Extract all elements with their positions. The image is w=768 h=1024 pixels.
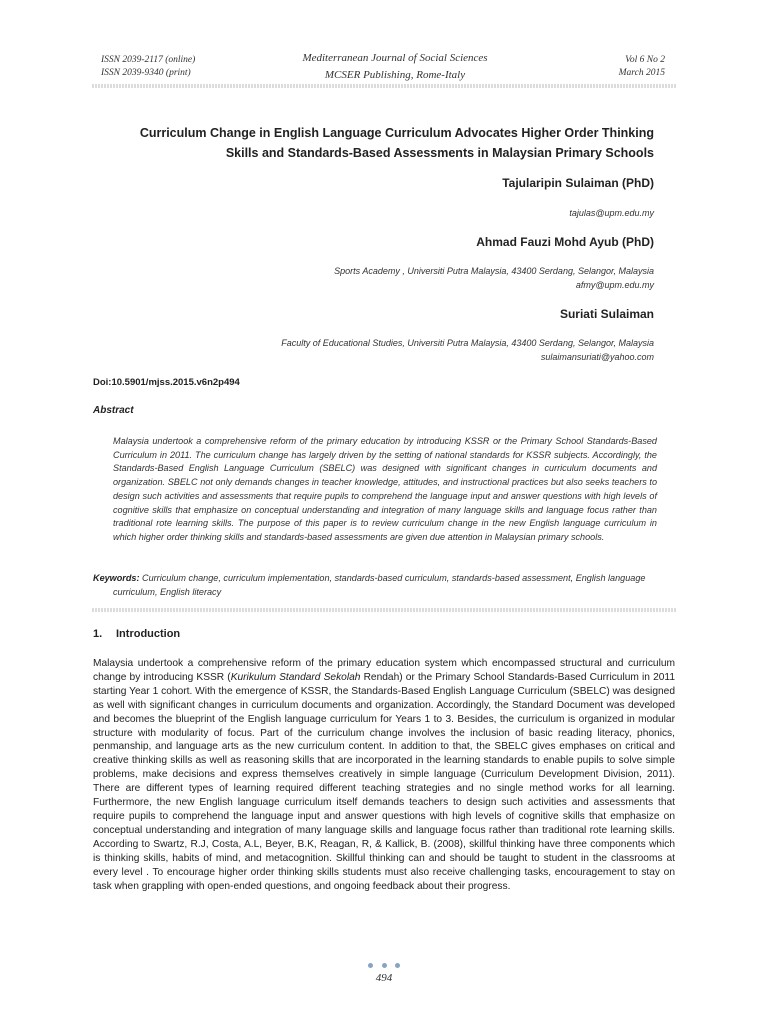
footer-dot (368, 963, 373, 968)
author-email-1: tajulas@upm.edu.my (569, 208, 654, 218)
keywords-label: Keywords: (93, 573, 140, 583)
author-name-1: Tajularipin Sulaiman (PhD) (502, 176, 654, 190)
abstract-text: Malaysia undertook a comprehensive reform of the primary education by introducing KSSR or the Primary School Standards-Based Curriculum in 2011. The curriculum change has largely driven by the setting of national standards for KSSR subjects. Accordingly, the Standards-Based English Language Curriculum (SBELC) was designed with significant changes in curriculum documents and organization. SBELC not only demands changes in teacher knowledge, attitudes, and instructional practices but also seeks teachers to design such activities and assessments that require pupils to comprehend the language input and answer questions with high levels of cognitive skills that emphasize on conceptual understanding and integration of many language skills and language focus rather than traditional rote learning skills. The purpose of this paper is to review curriculum change in the new English language curriculum in which higher order thinking skills and standards-based assessments are given due attention in Malaysian primary schools. (113, 436, 657, 542)
paper-title-line-2: Skills and Standards-Based Assessments in Malaysian Primary Schools (225, 146, 654, 160)
section-number: 1. (93, 628, 103, 640)
section-heading (93, 628, 180, 640)
section-divider (92, 608, 677, 612)
issn-print: ISSN 2039-9340 (print) (101, 68, 191, 78)
author-affiliation-text-2: Sports Academy , Universiti Putra Malaysia, 43400 Serdang, Selangor, Malaysia (334, 266, 654, 276)
issue-block (619, 54, 665, 80)
publisher-name: MCSER Publishing, Rome-Italy (324, 69, 466, 81)
keywords-block (93, 571, 677, 599)
author-affiliation-3 (281, 336, 654, 364)
paper-title (94, 123, 654, 163)
issn-online: ISSN 2039-2117 (online) (101, 55, 196, 65)
journal-name: Mediterranean Journal of Social Sciences (302, 52, 488, 64)
intro-text-italic: Kurikulum Standard Sekolah (230, 671, 361, 683)
paper-title-line-1: Curriculum Change in English Language Curriculum Advocates Higher Order Thinking (139, 126, 654, 140)
header-divider (92, 84, 677, 88)
author-email-3: sulaimansuriati@yahoo.com (540, 352, 654, 362)
volume-label: Vol 6 No 2 (625, 55, 665, 65)
author-name-2: Ahmad Fauzi Mohd Ayub (PhD) (476, 235, 654, 249)
issue-date: March 2015 (618, 68, 665, 78)
footer-dots-ornament (368, 963, 400, 968)
intro-text-part-2: Rendah) or the Primary School Standards-Based Curriculum in 2011 starting Year 1 cohort. With the emergence of KSSR, the Standards-Based English Language Curriculum (SBELC) was designed as well with significant changes in curriculum documents and organization. Accordingly, the Standard Document was developed and becomes the blueprint of the English language curriculum for Years 1 to 3. Besides, the curriculum is organized in modular structure with modularity of focus. Part of the curriculum change involves the inclusion of basic reading literacy, phonics, penmanship, and language arts as the new curriculum content. In addition to that, the SBELC gives emphases on critical and creative thinking skills as well as reasoning skills that are incorporated in the learning standards to enable pupils to solve simple problems, make decisions and express themselves creatively in simple language (Curriculum Development Division, 2011). There are different types of learning required different teaching strategies and no single method works for all learning. Furthermore, the new English language curriculum itself demands teachers to design such activities and assessments that require pupils to comprehend the language input and answer questions with high levels of cognitive skills that emphasize on conceptual understanding and integration of many language skills and language focus rather than traditional rote learning skills. According to Swartz, R.J, Costa, A.L, Beyer, B.K, Reagan, R, & Kallick, B. (2008), skillful thinking have three components which is thinking skills, habits of mind, and metacognition. Skillful thinking can and should be taught to student in the classrooms at every level . To encourage higher order thinking skills students must also receive challenging tasks, encouragement to stay on task when grappling with open-ended questions, and ongoing feedback about their progress. (93, 671, 675, 892)
issn-block (101, 54, 195, 80)
author-email-2: afmy@upm.edu.my (575, 280, 654, 290)
author-affiliation-text-3: Faculty of Educational Studies, Universiti Putra Malaysia, 43400 Serdang, Selangor, Malaysia (281, 338, 654, 348)
footer-dot (382, 963, 387, 968)
introduction-paragraph (93, 657, 675, 893)
keywords-text: Curriculum change, curriculum implementation, standards-based curriculum, standards-based assessment, English language curriculum, English literacy (113, 573, 646, 597)
author-affiliation-2 (334, 264, 654, 292)
intro-text-part-1: Malaysia undertook a comprehensive reform of the primary education system which encompassed structural and curriculum change by introducing KSSR ( (93, 658, 675, 683)
author-name-3: Suriati Sulaiman (559, 307, 654, 321)
abstract-heading: Abstract (93, 405, 134, 416)
section-title: Introduction (116, 628, 181, 640)
page-number: 494 (375, 972, 393, 984)
doi-link[interactable]: Doi:10.5901/mjss.2015.v6n2p494 (93, 377, 240, 388)
footer-dot (395, 963, 400, 968)
journal-block (250, 50, 540, 84)
